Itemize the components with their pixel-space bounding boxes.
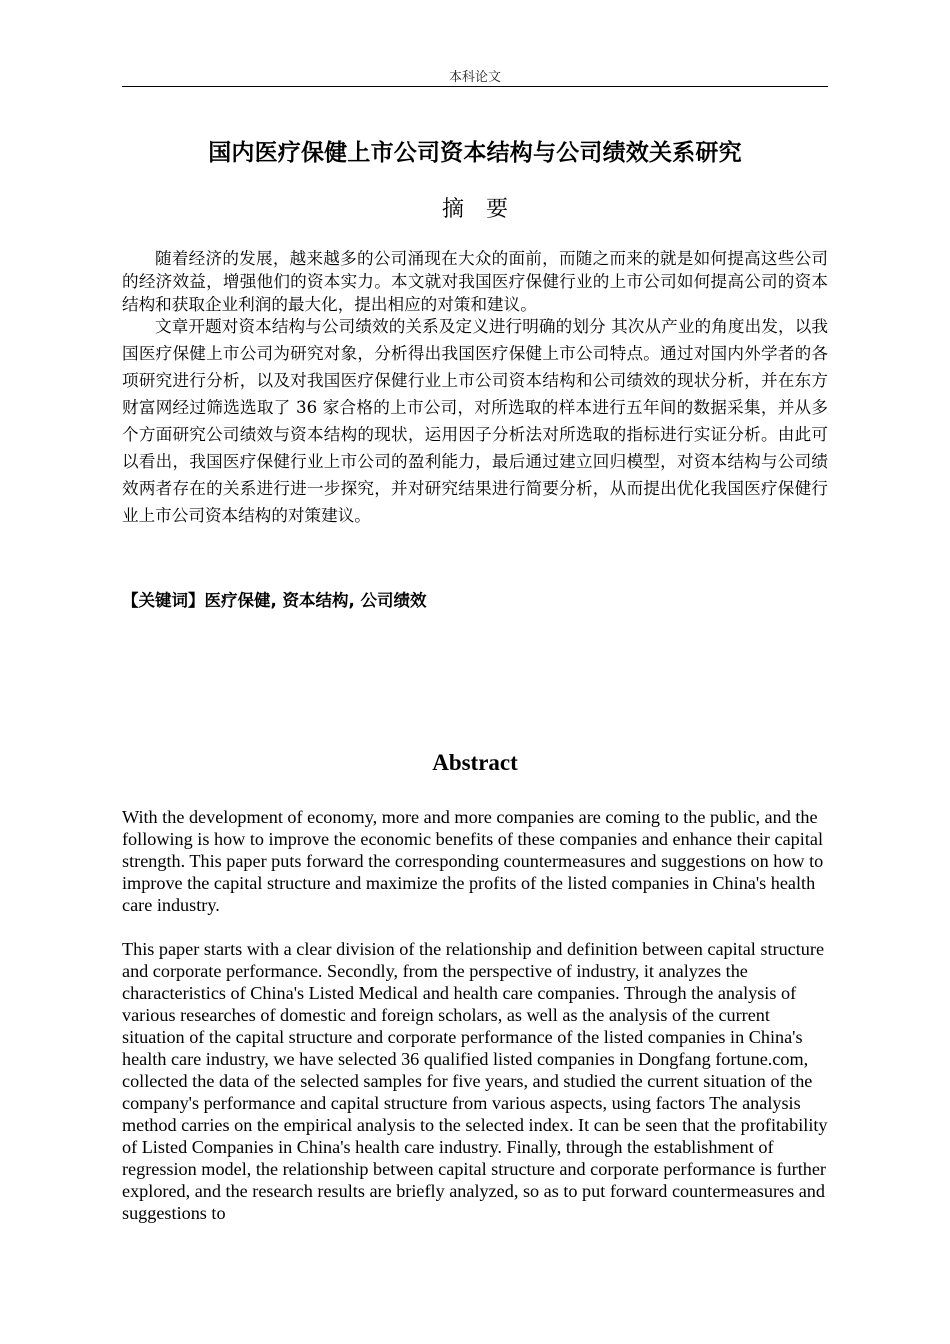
- english-abstract-heading: Abstract: [432, 750, 518, 775]
- header-divider: [122, 86, 828, 87]
- keywords-line: 【关键词】医疗保健, 资本结构, 公司绩效: [122, 591, 427, 610]
- chinese-abstract-heading: 摘要: [441, 197, 530, 222]
- english-abstract-paragraph-2: This paper starts with a clear division of the relationship and definition between capital structure and corporate performance. Secondly, from the perspective of industry, it analyzes the characteristics of China's Listed Medical and health care companies. Through the analysis of various researches of domestic and foreign scholars, as well as the analysis of the current situation of the capital structure and corporate performance of the listed companies in China's health care industry, we have selected 36 qualified listed companies in Dongfang fortune.com, collected the data of the selected samples for five years, and studied the current situation of the company's performance and capital structure from various aspects, using factors The analysis method carries on the empirical analysis to the selected index. It can be seen that the profitability of Listed Companies in China's health care industry. Finally, through the establishment of regression model, the relationship between capital structure and corporate performance is further explored, and the research results are briefly analyzed, so as to put forward countermeasures and suggestions to: [122, 939, 828, 1223]
- paper-title: 国内医疗保健上市公司资本结构与公司绩效关系研究: [208, 140, 742, 166]
- chinese-abstract-paragraph-1: 随着经济的发展，越来越多的公司涌现在大众的面前，而随之而来的就是如何提高这些公司的经济效益，增强他们的资本实力。本文就对我国医疗保健行业的上市公司如何提高公司的资本结构和获取企业利润的最大化，提出相应的对策和建议。: [122, 249, 828, 314]
- chinese-abstract-paragraph-2: 文章开题对资本结构与公司绩效的关系及定义进行明确的划分 其次从产业的角度出发，以我国医疗保健上市公司为研究对象，分析得出我国医疗保健上市公司特点。通过对国内外学者的各项研究进行分析，以及对我国医疗保健行业上市公司资本结构和公司绩效的现状分析，并在东方财富网经过筛选选取了 36 家合格的上市公司，对所选取的样本进行五年间的数据采集，并从多个方面研究公司绩效与资本结构的现状，运用因子分析法对所选取的指标进行实证分析。由此可以看出，我国医疗保健行业上市公司的盈利能力，最后通过建立回归模型，对资本结构与公司绩效两者存在的关系进行进一步探究，并对研究结果进行简要分析，从而提出优化我国医疗保健行业上市公司资本结构的对策建议。: [122, 317, 828, 525]
- running-header: 本科论文: [448, 70, 501, 85]
- english-abstract-paragraph-1: With the development of economy, more and more companies are coming to the public, and the following is how to improve the economic benefits of these companies and enhance their capital strength. This paper puts forward the corresponding countermeasures and suggestions on how to improve the capital structure and maximize the profits of the listed companies in China's health care industry.: [122, 807, 824, 915]
